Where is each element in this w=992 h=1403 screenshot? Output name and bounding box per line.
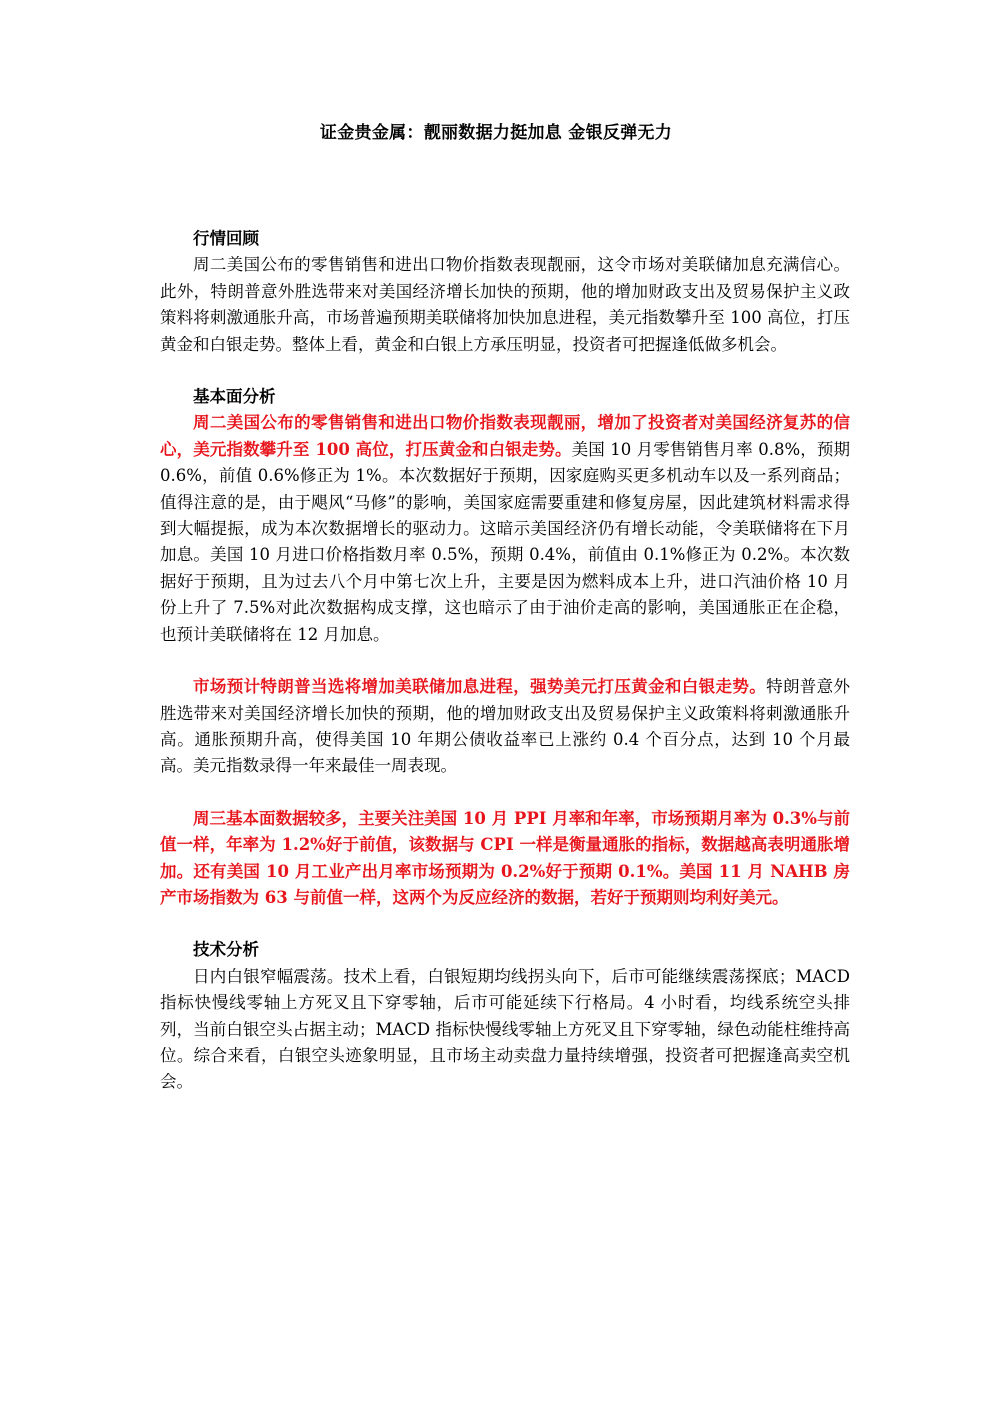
- technical-analysis-paragraph: 日内白银窄幅震荡。技术上看，白银短期均线拐头向下，后市可能继续震荡探底；MACD 指标快慢线零轴上方死叉且下穿零轴，后市可能延续下行格局。4 小时看，均线系统空头排列，当前白银空头占据主动；MACD 指标快慢线零轴上方死叉且下穿零轴，绿色动能柱维持高位。综合来看，白银空头迹象明显，且市场主动卖盘力量持续增强，投资者可把握逢高卖空机会。: [160, 966, 850, 1092]
- fundamental-highlight-2: 市场预计特朗普当选将增加美联储加息进程，强势美元打压黄金和白银走势。: [193, 677, 767, 697]
- fundamental-highlight-1: 周二美国公布的零售销售和进出口物价指数表现靓丽，增加了投资者对美国经济复苏的信心，美元指数攀升至 100 高位，打压黄金和白银走势。: [160, 413, 850, 459]
- fundamental-body-2: 特朗普意外胜选带来对美国经济增长加快的预期，他的增加财政支出及贸易保护主义政策料将刺激通胀升高。通胀预期升高，使得美国 10 年期公债收益率已上涨约 0.4 个百分点，达到 10 个月最高。美元指数录得一年来最佳一周表现。: [160, 677, 851, 776]
- fundamental-paragraph-3: 周三基本面数据较多，主要关注美国 10 月 PPI 月率和年率，市场预期月率为 0.3%与前值一样，年率为 1.2%好于前值，该数据与 CPI 一样是衡量通胀的指标，数据越高表明通胀增加。还有美国 10 月工业产出月率市场预期为 0.2%好于预期 0.1%。美国 11 月 NAHB 房产市场指数为 63 与前值一样，这两个为反应经济的数据，若好于预期则均利好美元。: [160, 808, 850, 907]
- section-heading-market-review: 行情回顾: [193, 229, 259, 248]
- section-heading-technical-analysis: 技术分析: [193, 940, 259, 960]
- fundamental-body-1: 美国 10 月零售销售月率 0.8%，预期 0.6%，前值 0.6%修正为 1%。本次数据好于预期，因家庭购买更多机动车以及一系列商品；值得注意的是，由于飓风“马修”的影响，美国家庭需要重建和修复房屋，因此建筑材料需求得到大幅提振，成为本次数据增长的驱动力。这暗示美国经济仍有增长动能，令美联储将在下月加息。美国 10 月进口价格指数月率 0.5%，预期 0.4%，前值由 0.1%修正为 0.2%。本次数据好于预期，且为过去八个月中第七次上升，主要是因为燃料成本上升，进口汽油价格 10 月份上升了 7.5%对此次数据构成支撑，这也暗示了由于油价走高的影响，美国通胀正在企稳，也预计美联储将在 12 月加息。: [160, 439, 850, 644]
- document-title: 证金贵金属：靓丽数据力挺加息 金银反弹无力: [319, 123, 673, 143]
- section-heading-fundamental-analysis: 基本面分析: [193, 387, 276, 407]
- fundamental-paragraph-1: [160, 410, 850, 648]
- document-body: [160, 226, 850, 1096]
- market-review-paragraph: 周二美国公布的零售销售和进出口物价指数表现靓丽，这令市场对美联储加息充满信心。此外，特朗普意外胜选带来对美国经济增长加快的预期，他的增加财政支出及贸易保护主义政策料将刺激通胀升高，市场普遍预期美联储将加快加息进程，美元指数攀升至 100 高位，打压黄金和白银走势。整体上看，黄金和白银上方承压明显，投资者可把握逢低做多机会。: [160, 255, 850, 354]
- fundamental-paragraph-2: [160, 674, 850, 780]
